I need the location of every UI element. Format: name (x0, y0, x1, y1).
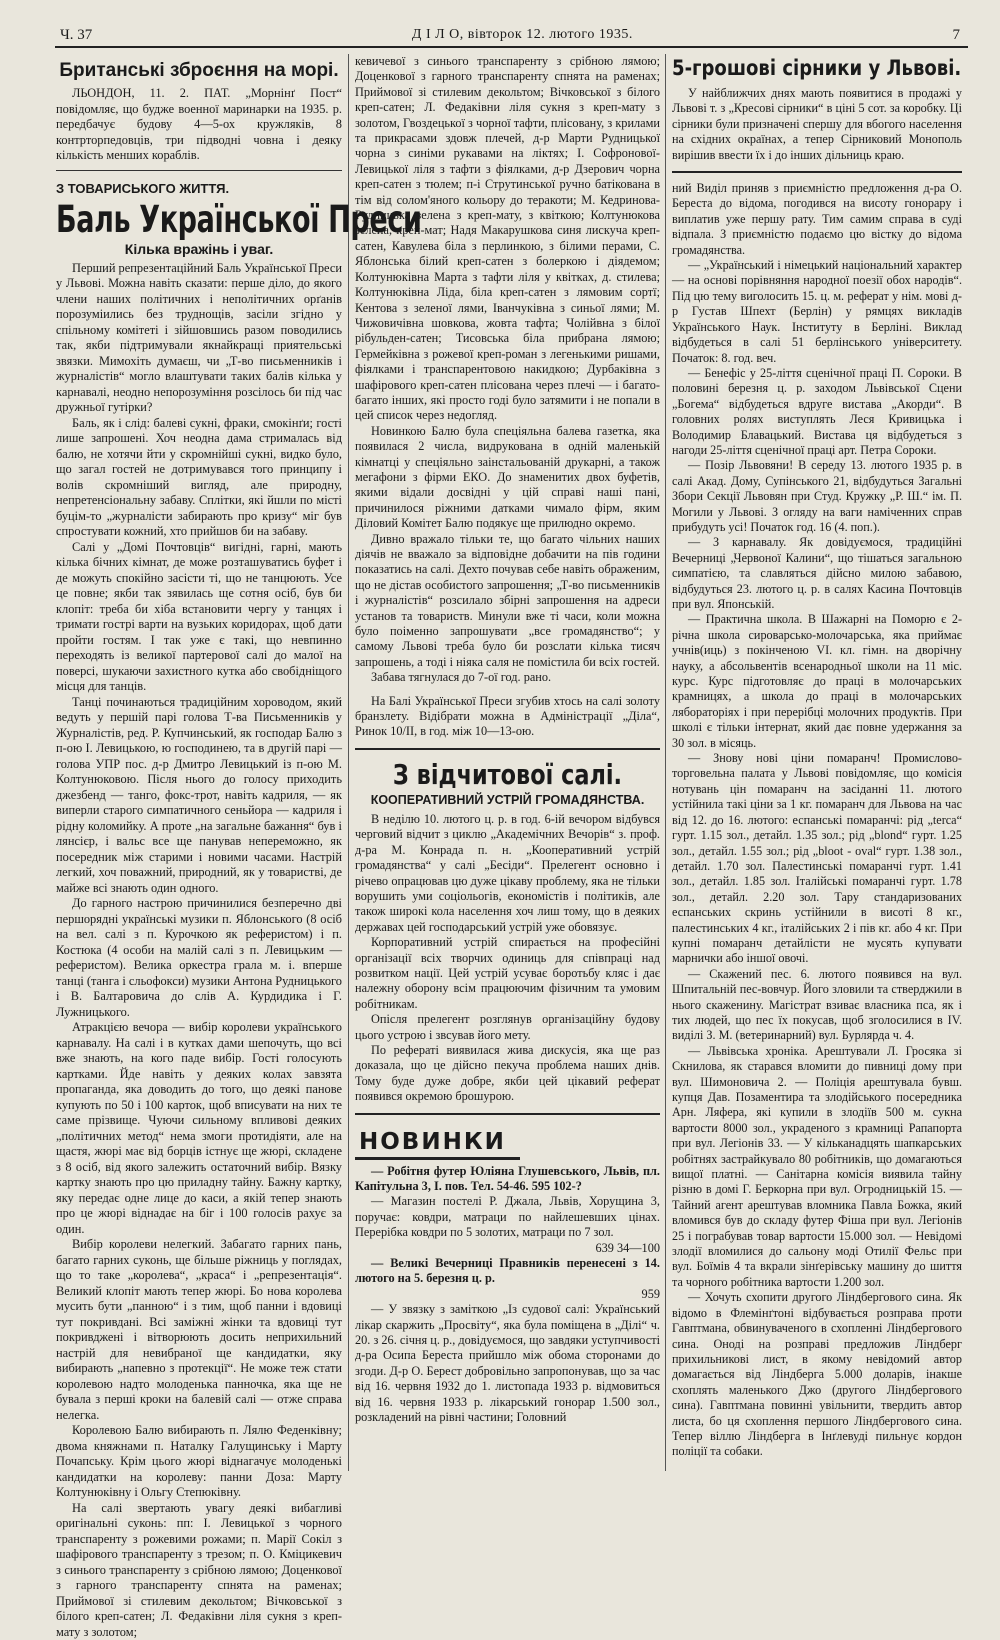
article-paragraph: Вибір королеви нелегкий. Забагато гарних пань, багато гарних суконь, ще більше ріжниць у поглядах, що то таке „королева“, „краса“ і „репрезентація“. Великий клопіт мають тепер жюрі. Бо нова королева мусить бути „панною“ і з тим, щоб панни і вдовиці тут покривдані. Всі заміжні жінки та вдовиці тут покривджені і вітворюють досить неприхильний настрій для невибраної ще кандидатки, яку вибирають „напевно з протекції“. Не може теж стати королевою надто молоденька панночка, яка ще не бувала з перші кроки на балевій салі — отже справа нелегка. (56, 1237, 342, 1423)
article-paragraph: У найближчих днях мають появитися в продажі у Львові т. з „Кресові сірники“ в ціні 5 сот. за коробку. Ці сірники були призначені спершу для вбогого населення на східних окраїнах, а тепер Сірниковий Монополь вирішив ввести їх і до інших дільниць краю. (672, 86, 962, 163)
news-item: — Знову нові ціни помаранч! Промислово-торговельна палата у Львові повідомляє, що комісія нотувань цін помаранч на засіданні 11. лютого устійнила такі ціни за 1 кг. помаранч для Львова на час від 12. до 16. лютого: еспанські помаранчі: рід „terca“ гурт. 1.15 зол., детайл. 1.35 зол.; рід „blond“ гурт. 1.25 зол., детайл. 1.55 зол.; рід „bloot - oval“ гурт. 1.38 зол., детайл. 1.70 зол. Палестинські помаранчі гурт. 1.41 зол., детайл. 1.85 зол. Італійські помаранчі гурт. 1.78 зол., детайл. 2.20 зол. Тару стандаризованих еспанських скринь устійнили в висоті 8 кг., палестинських 4 кг., італійських 2 і пів кг. або 4 кг. При купні помаранч детайлісти не мусять купувати марнички або іншої овочі. (672, 751, 962, 967)
article-paragraph: Атракцією вечора — вибір королеви українського карнавалу. На салі і в кутках дами шепочуть, що всі вже знають, на кого паде вибір. Гості голосують картками. Йде навіть у деяких колах завзята пропаганда, яка доводить до того, що деякі панове купують по 50 і 100 карток, щоб вписувати на них те саме прізвище. Чуючи сильному впливові деяких „політичних метод“ нема змоги протидіяти, але на щастя, жюрі має від борців істнує ще жюрі, складене з 8 осіб, від якого залежить остаточний вибір. Вязку картку знають про цю приладну тайну. Бажну картку, яку передає одне лице до каси, а якій тепер знають про це жюрі віднадає на біг і 100 голосів рахує за один. (56, 1020, 342, 1237)
news-heading: НОВИНКИ (355, 1129, 520, 1160)
article-headline: З відчитової салі. (386, 758, 630, 791)
article-paragraph: В неділю 10. лютого ц. р. в год. 6-ій вечором відбувся черговий відчит з циклю „Академічних Вечорів“ з. проф. д-ра М. Конрада п. н. „Кооперативний устрій громадянства“ у салі „Бесіди“. Прелегент основно і річево опрацював цю дуже цікаву проблему, яка не тільки ворушить уми соціольогів, економістів і політиків, але також широкі кола населення хоч лиш тому, що в деяких державах цей господарський устрій уже обовязує. (355, 812, 660, 935)
article-subtitle: Кілька вражінь і уваг. (56, 241, 342, 257)
article-paragraph: ЛЬОНДОН, 11. 2. ПАТ. „Морнінґ Пост“ повідомляє, що будже военної маринарки на 1935. р. передбачує будову 4—5-ох кружляків, 8 контрторпедовців, три підводні човна і деяку кількість менших кораблів. (56, 86, 342, 164)
section-label: З ТОВАРИСЬКОГО ЖИТТЯ. (56, 181, 342, 196)
article-paragraph: Корпоративний устрій спирається на професійні організації всіх творчих одиниць для співпраці над розвитком нації. Цей устрій усуває боротьбу кляс і дає належну оборону всім працюючим фізичним та умовим робітникам. (355, 935, 660, 1012)
article-paragraph: Забава тягнулася до 7-ої год. рано. (355, 670, 660, 685)
separator (355, 748, 660, 750)
news-item: — З карнавалу. Як довідуємося, традиційні Вечерниці „Червоної Калини“, що тішаться загальною симпатією, та славляться дійсно милою забавою, відбудуться 23. лютого ц. р. в салях Касина Почтовців при вул. Японській. (672, 535, 962, 612)
separator (355, 1113, 660, 1115)
separator (56, 170, 342, 171)
article-paragraph: Перший репрезентаційний Баль Української Преси у Львові. Можна навіть сказати: перше діло, до якого члени наших політичних і неполітичних орґанів порозуміились без труднощів, засіли згідно у спільному комітеті і зійшовшись разом поводились так, якби підтримували якнайкращі приятельські звязки. Мимохіть думаєш, чи „Т-во письменників і журналістів“ могло влаштувати таких балів кілька у карнавалі, неодно непорозуміння розсілось би під час дружньої гутірки? (56, 261, 342, 416)
article-paragraph: Королевою Балю вибирають п. Лялю Феденківну; двома княжнами п. Наталку Галущинську і Марту Почапську. Крім цього жюрі віднагачує молоденькі кандидатки на королеву: панни Доза: Марту Колтунюківну і Ольгу Степюківну. (56, 1423, 342, 1501)
news-item: — Позір Львовяни! В середу 13. лютого 1935 р. в салі Акад. Дому, Супінського 21, відбудуться Загальні Збори Секції Львовян при Студ. Кружку „Р. Ш.“ ім. П. Могили у Львові. З огляду на ваги наміченних справ прибудуть усі! Початок год. 16 (4. поп.). (672, 458, 962, 535)
page-header (60, 24, 960, 46)
article-title: Британські зброєння на морі. (56, 60, 342, 82)
masthead-date: Д І Л О, вівторок 12. лютого 1935. (412, 27, 633, 43)
article-paragraph: До гарного настрою причинилися безперечно дві першорядні українські музики п. Яблонського (8 осіб на вел. салі з п. Курочкою як реферистом) і п. Костюка (4 особи на малій салі з п. Левицьким — реферистом). Велика оркестра грала м. і. вперше танці (танга і сльофокси) музики Антона Рудницького і В. Балтаровича до слів А. Курдидика і Г. Лужницького. (56, 896, 342, 1020)
news-item: — Хочуть схопити другого Ліндбергового сина. Як відомо в Флемінґтоні відбувається розправа проти Гавптмана, обвинуваченого в схопленні Ліндбергового сина. Оноді на розправі предложив Ліндберг прихильникові лист, в якому невідомий автор домагається від Ліндберга 5.000 доларів, інакше схоплять маленького Джо (другого Ліндбергового сина). Гавптмана повинні увільнити, твердить автор листа, бо ця схоплення першого Ліндбергового сина. Тепер віллю Ліндберга в Інґлевуді пильнує кордон поліції та собаки. (672, 1290, 962, 1459)
news-item: — Магазин постелі Р. Джала, Львів, Хорущина 3, поручає: ковдри, матраци по найлешевших цінах. Перерібка ковдри по 5 золотих, матраци по 7 зол. (355, 1194, 660, 1240)
article-paragraph: Танці починаються традиційним хороводом, який ведуть у першій парі голова Т-ва Письменників у Журналістів, ред. Р. Купчинський, як господар Балю з п-ою І. Левицькою, ю господинею, та в другій парі — голова УПР пос. д-р Дмитро Левицький із п-ою М. Колтунюковою. Після нього до голосу приходить джезбенд — танго, фокс-трот, навіть кадриля, — як виперли старого симпатичного сеньйора — кадриля і рідну коломийку. А проте „на загальне бажання“ був і лянсієр, і вальс все ще панував непереможно, як посередник між старими і новими часами. Настрій легкий, хоч поважний, природний, як у товаристві, де майже всі знають один одного. (56, 695, 342, 897)
column-divider (665, 54, 666, 1471)
column-3 (672, 54, 962, 1460)
column-2 (355, 54, 660, 1426)
news-item: — У звязку з заміткою „Із судової салі: Український лікар скаржить „Просвіту“, яка була поміщена в „Ділі“ ч. 20. з 26. січня ц. р., довідуємося, що завдяки уступчивості д-ра Осипа Береста прийшло між обома сторонами до згоди. Д-р О. Берест добровільно запропонував, що за час від 16. червня 1932 до 1. листопада 1933 р. відмовиться від 16. червня 1933 р. лікарський гонорар 1.500 зол., розкладений на рівні частини; Головний (355, 1302, 660, 1425)
article-subtitle: КООПЕРАТИВНИЙ УСТРІЙ ГРОМАДЯНСТВА. (355, 793, 660, 808)
article-paragraph: Опісля прелегент розглянув організаційну будову цього устрою і звсував його мету. (355, 1012, 660, 1043)
news-item: — Великі Вечерниці Правників перенесені з 14. лютого на 5. березня ц. р. (355, 1256, 660, 1287)
news-item: — Скажений пес. 6. лютого появився на вул. Шпитальній пес-вовчур. Його зловили та стверджили в нього скаженину. Магістрат взиває власника пса, як і тих людей, що пес їх покусав, щоб зголосилися в IV. виділі З. М. (ветеринарний) вул. Бурлярда ч. 4. (672, 967, 962, 1044)
news-item: — Робітня футер Юліяна Глушевського, Львів, пл. Капітульна 3, І. пов. Тел. 54-46. 595 102-? (355, 1164, 660, 1195)
page-number: 7 (953, 27, 961, 44)
article-paragraph: ний Виділ приняв з приємністю предложення д-ра О. Береста до відома, погодився на висоту гонорару і виплатив уже першу рату. Тим самим справа в суді відпала. З приємністю подаємо цю вістку до відома громадянства. (672, 181, 962, 258)
column-divider (348, 54, 349, 1471)
ad-code: 959 (355, 1287, 660, 1302)
news-item: — „Український і німецький національний характер — на основі порівняння народної поезії обох народів“. Під цю тему виголосить 15. ц. м. реферат у нім. мові д-р Густав Шпехт (Берлін) у рямцях викладів Українського Наук. Інституту в Берліні. Виклад відбудеться в салі 51 берлінського університету. Початок: 8. год. веч. (672, 258, 962, 366)
news-item: — Практична школа. В Шажарні на Поморю є 2-річна школа сироварсько-молочарська, яка приймає учнів(иць) з покінченою VI. кл. гімн. на дворічну науку, а абсольвентів всенародньої школи на 11 міс. курс. Курс підготовляє до праці в молочарських крамницях, а школа до праці в молочарських лябораторіях і при перерібці молочних продуктів. При школі є тільки інтернат, який дає повне удержання за 30 зол. в місяць. (672, 612, 962, 751)
article-paragraph: По рефераті виявилася жива дискусія, яка ще раз доказала, що це дійсно пекуча проблема наших днів. Тому буде дуже добре, якби цей цікавий реферат появився окремою брошурою. (355, 1043, 660, 1105)
article-paragraph: Новинкою Балю була спеціяльна балева газетка, яка появилася 2 числа, видрукована в одній маленькій кімнатці у спеціяльно заінстальованій друкарні, а також мегафони з фірми ЕКО. До знаменитих двох буфетів, якими відали досвідні у цій справі наші пані, причинилося ріжними датками чимало фірм, яким Діловий Комітет Балю подякує ще прилюдно окремо. (355, 424, 660, 532)
article-headline: Баль Української Преси (56, 198, 265, 241)
ad-code: 639 34—100 (355, 1241, 660, 1256)
article-paragraph: Дивно вражало тільки те, що багато чільних наших діячів не вважало за відповідне добачити на пів години показатись на салі. Дехто почував себе навіть ображеним, що не дістав особистого запрошення; „Т-во письменників і журналістів“ розсилало збірні запрошення на адреси установ та товариств. Минули вже ті часи, коли можна було поіменно запрошувати „все громадянство“; у самому Львові треба було би розслати кілька тисяч запрошень, а тоді і ніяка саля не помістила би всіх гостей. (355, 532, 660, 671)
issue-number: Ч. 37 (60, 27, 92, 44)
article-paragraph: Баль, як і слід: балеві сукні, фраки, смокінґи; гості лише запрошені. Хоч неодна дама стрималась від балю, не хотячи йти у скромнійші сукні, видко було, що загал гостей не дотримувався того принципу і волів скромніший вигляд, але природну, непретенсіональну забаву. Сплітки, які йшли по місті буцім-то „журналісти забирають про кризу“ міг був спростувати кожний, хто прийшов би на забаву. (56, 416, 342, 540)
article-paragraph: На салі звертають увагу деякі вибагливі оригінальні суконь: пп: І. Левицької з чорного транспаренту з рожевими рожами; п. Марії Сокіл з шафірового транспаренту з трезом; п. О. Кміцикевич з синього транспаренту з срібною лямою; Доценкової з гарного транспаренту спнята на раменах; Приймової зі стилевим декольтом; Вічковської з білого креп-сатен; Л. Федаківни ліля сукня з креп-мату з золотом; (56, 1501, 342, 1640)
article-paragraph: Салі у „Домі Почтовців“ вигідні, гарні, мають кілька бічних кімнат, де може розташуватись буфет і де можуть спокійно засісти ті, що не танцюють. Усе це повне; якби так зявилась ще сотня осіб, був би клопіт: треба би хіба встановити чергу у танцях і тримати гострі варти на вузьких коридорах, щоб дати пройти гостям. І так уже є такі, що невпинно переходять із великої партерової салі до малої на поверсі, шукаючи захистного кутка або свобідніщого місця для танців. (56, 540, 342, 695)
article-paragraph: кевичевої з синього транспаренту з срібною лямою; Доценкової з гарного транспаренту спнята на раменах; Приймової зі стилевим декольтом; Вічковської з білого креп-сатен; Л. Федаківни ліля сукня з креп-мату з золотом, Гвоздецької з чорної тафти, плісовану, з крилами та прикрасами здовж плечей, д-р Марти Рудницької чорна з синіми рукавами на ліктях; І. Софронової-Левицької ліля з тафти з фіялками, д-р Дзерович чорна креп-сатен з тюлем; п-і Струтинської ручно батікована в тім від солом'яного кольору до теракоти; М. Кедринова-Рудницька зелена з креп-мату, з квіткою; Колтунюкова зелена, креп-мат; Надя Макарушкова синя лискуча креп-сатен, Кавулева біла з перлинкою, з білими перами, С. Яблонська білий креп-сатен з болеркою і діядемом; Колтунюківна Марта з тафти ліля у квітках, д. стилева; Колтунюківна Ліда, біла креп-сатен з лямовим сортї; Кентова з зеленої лями, Іванчуківна з синьої лями; М. Чижовичівна шовкова, жовта тафта; Чолійвна з білої рібульден-сатен; Тисовська біла прибрана лямою; Гермейківна з рожевої креп-роман з легенькими ришами, фіялками і транспарентовою накидкою; Дурбаківна з шафірового креп-сатен плісована через плечі — і багато-багато інших, які просто годі було затямити і не попали в цей список через недогляд. (355, 54, 660, 424)
notice-paragraph: На Балі Української Преси згубив хтось на салі золоту бранзлету. Відібрати можна в Адміністрації „Діла“, Ринок 10/ІІ, в год. між 10—13-ою. (355, 694, 660, 740)
separator (672, 171, 962, 173)
news-item: — Львівська хроніка. Арештували Л. Гросяка зі Скнилова, як старався вломити до пивниці дому при вул. Шимоновича 2. — Поліція арештувала бувш. купця Дав. Позаментира та злодійського посередника Арн. Ляфера, які купили в злодіїв 500 м. сукна вартости 8000 зол., украденого з крамниці Рапапорта при вул. Легіонів 33. — У кільканадцять шапкарських робітнях застрайкувало 80 робітників, що домагаються вищої платні. — Санітарна комісія виявила тайну різню в домі Г. Беркорна при вул. Огродницькій 15. — Тайний агент арештував вломника Павла Божка, який вломився був до складу футер Фіша при вул. Легіонів 25 і пограбував товар вартости 15.000 зол. — Невідомі злодії вломилися до сальону моді Отилії Фельс при вул. Боїмів 4 та вкрали зінґерівську машину до шиття та чорного робітника вартости 1.200 зол. (672, 1044, 962, 1291)
header-rule (55, 46, 968, 48)
column-1 (56, 54, 342, 1640)
article-headline: 5-грошові сірники у Львові. (672, 56, 921, 80)
news-item: — Бенефіс у 25-ліття сценічної праці П. Сороки. В половині березня ц. р. заходом Львівської Сцени „Богема“ відбудеться вдруге вистава „Акорди“. В головних ролях виступлять Леся Кривицька і Володимир Блавацький. Вистава ця відбудеться з нагоди 25-ліття сценічної праці арт. Петра Сороки. (672, 366, 962, 458)
